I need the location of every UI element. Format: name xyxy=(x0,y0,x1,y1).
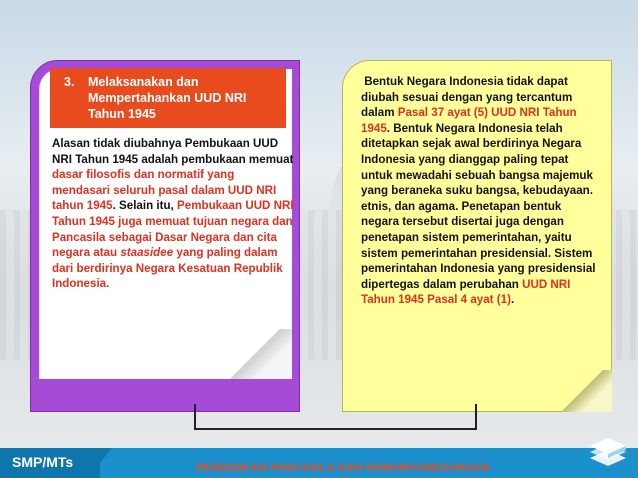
right-text-highlight-1: Pasal 37 ayat (5) UUD NRI Tahun 1945 xyxy=(361,106,577,135)
left-text-1: Alasan tidak diubahnya Pembukaan UUD NRI Tahun 1945 adalah pembukaan memuat xyxy=(52,137,294,166)
left-text-highlight-1: dasar filosofis dan normatif yang mendasari seluruh pasal dalam UUD NRI tahun 1945 xyxy=(52,168,277,213)
left-paragraph xyxy=(52,136,294,292)
right-page-curl xyxy=(554,370,612,412)
right-text-3: . xyxy=(510,293,515,307)
left-text-italic: staasidee xyxy=(120,246,174,260)
left-text-2: . Selain itu, xyxy=(112,199,178,213)
right-paragraph xyxy=(361,74,601,308)
left-page-curl xyxy=(220,329,292,379)
footer-subject-title: PENDIDIKAN PANCASILA DAN KEWARGANEGARAAN xyxy=(196,462,490,474)
left-text-highlight-2: Pembukaan UUD NRI Tahun 1945 juga memuat tujuan negara dan Pancasila sebagai Dasar Negara dan cita negara atau xyxy=(52,199,294,260)
book-stack-logo-icon xyxy=(586,432,630,472)
right-text-2: . Bentuk Negara Indonesia telah ditetapkan sejak awal berdirinya Negara Indonesia yang dianggap paling tepat untuk mewadahi sebuah bangsa majemuk yang beraneka suku bangsa, kebudayaan. etnis, dan agama. Penetapan bentuk negara tersebut disertai juga dengan penetapan sistem pemerintahan, yaitu sistem pemerintahan presidensial. Sistem pemerintahan Indonesia yang presidensial dipertegas dalam perubahan xyxy=(361,121,596,291)
heading-number: 3. xyxy=(64,75,75,89)
left-text-highlight-3: yang paling dalam dari berdirinya Negara Kesatuan Republik Indonesia. xyxy=(52,246,283,291)
right-text-highlight-2: UUD NRI Tahun 1945 Pasal 4 ayat (1) xyxy=(361,277,571,307)
footer-level-slant xyxy=(88,448,112,478)
footer-level-label: SMP/MTs xyxy=(12,454,74,470)
right-text-1: Bentuk Negara Indonesia tidak dapat diubah sesuai dengan yang tercantum dalam xyxy=(361,75,573,120)
section-heading xyxy=(50,68,286,128)
heading-text: Melaksanakan dan Mempertahankan UUD NRI Tahun 1945 xyxy=(88,75,247,121)
connector-line xyxy=(194,404,477,430)
